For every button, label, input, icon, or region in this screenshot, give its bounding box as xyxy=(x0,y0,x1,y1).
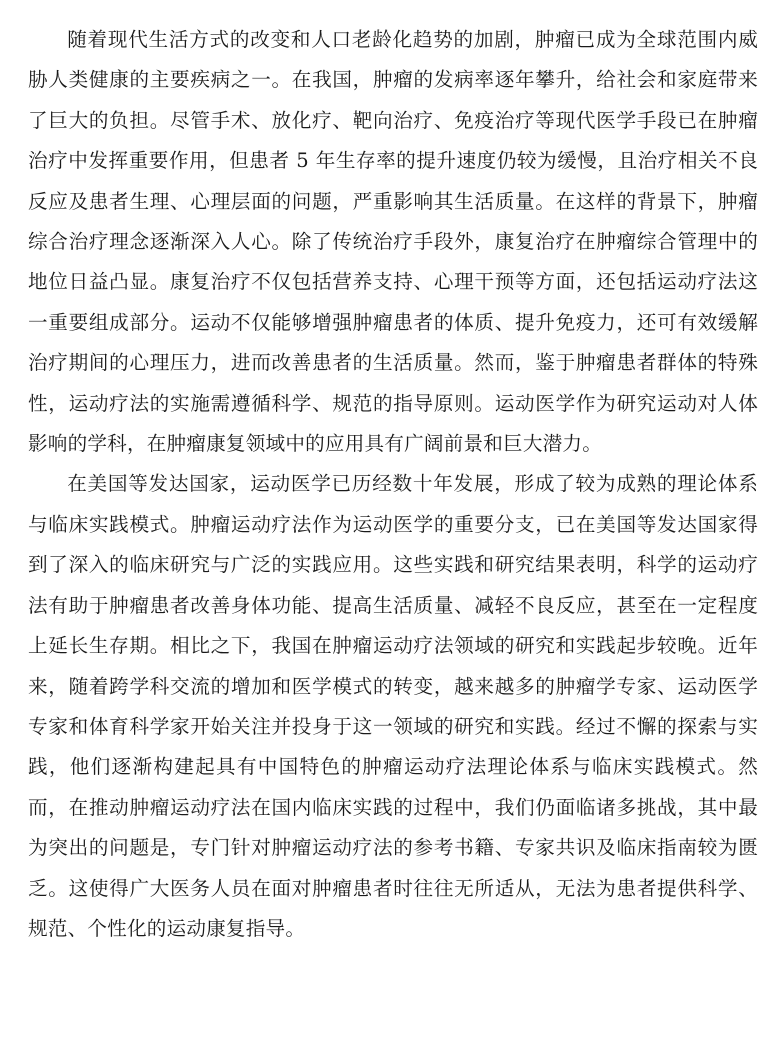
document-page xyxy=(28,20,758,949)
paragraph-2: 在美国等发达国家，运动医学已历经数十年发展，形成了较为成熟的理论体系与临床实践模式。肿瘤运动疗法作为运动医学的重要分支，已在美国等发达国家得到了深入的临床研究与广泛的实践应用。这些实践和研究结果表明，科学的运动疗法有助于肿瘤患者改善身体功能、提高生活质量、减轻不良反应，甚至在一定程度上延长生存期。相比之下，我国在肿瘤运动疗法领域的研究和实践起步较晚。近年来，随着跨学科交流的增加和医学模式的转变，越来越多的肿瘤学专家、运动医学专家和体育科学家开始关注并投身于这一领域的研究和实践。经过不懈的探索与实践，他们逐渐构建起具有中国特色的肿瘤运动疗法理论体系与临床实践模式。然而，在推动肿瘤运动疗法在国内临床实践的过程中，我们仍面临诸多挑战，其中最为突出的问题是，专门针对肿瘤运动疗法的参考书籍、专家共识及临床指南较为匮乏。这使得广大医务人员在面对肿瘤患者时往往无所适从，无法为患者提供科学、规范、个性化的运动康复指导。 xyxy=(28,472,758,940)
paragraph-1: 随着现代生活方式的改变和人口老龄化趋势的加剧，肿瘤已成为全球范围内威胁人类健康的主要疾病之一。在我国，肿瘤的发病率逐年攀升，给社会和家庭带来了巨大的负担。尽管手术、放化疗、靶向治疗、免疫治疗等现代医学手段已在肿瘤治疗中发挥重要作用，但患者 5 年生存率的提升速度仍较为缓慢，且治疗相关不良反应及患者生理、心理层面的问题，严重影响其生活质量。在这样的背景下，肿瘤综合治疗理念逐渐深入人心。除了传统治疗手段外，康复治疗在肿瘤综合管理中的地位日益凸显。康复治疗不仅包括营养支持、心理干预等方面，还包括运动疗法这一重要组成部分。运动不仅能够增强肿瘤患者的体质、提升免疫力，还可有效缓解治疗期间的心理压力，进而改善患者的生活质量。然而，鉴于肿瘤患者群体的特殊性，运动疗法的实施需遵循科学、规范的指导原则。运动医学作为研究运动对人体影响的学科，在肿瘤康复领域中的应用具有广阔前景和巨大潜力。 xyxy=(28,28,758,456)
